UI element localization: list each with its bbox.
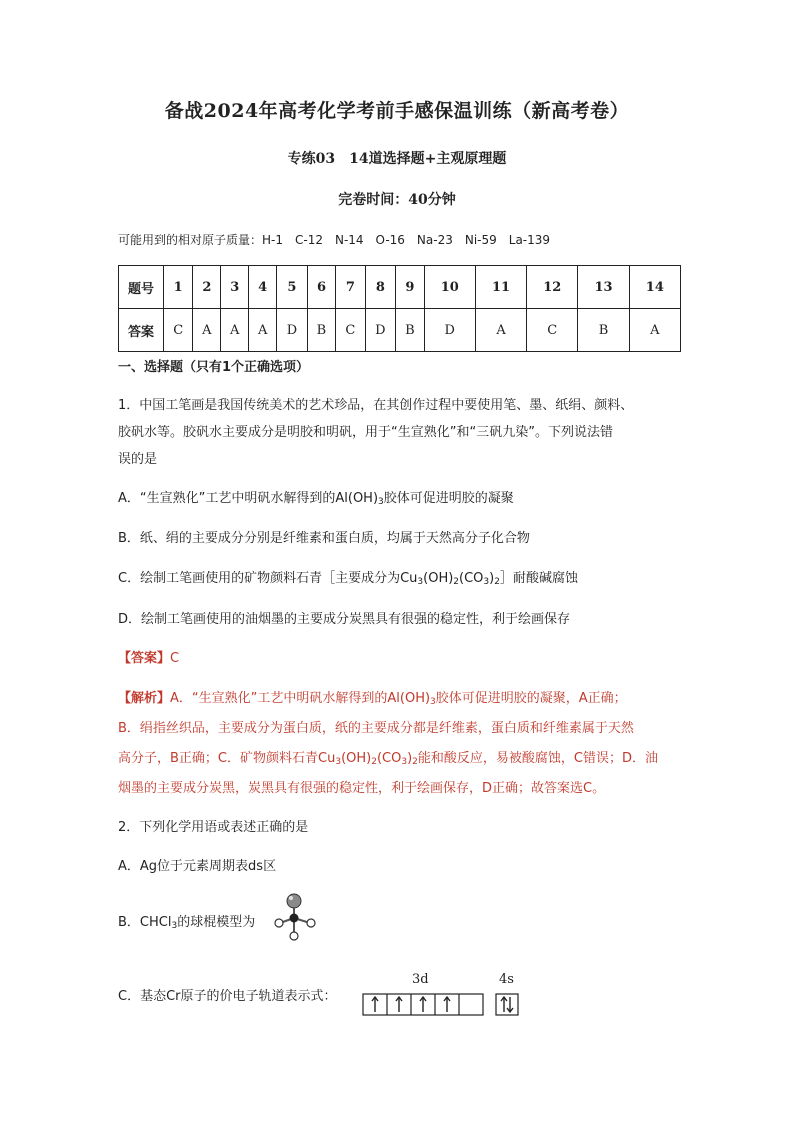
q1-option-b: B．纸、绢的主要成分分别是纤维素和蛋白质，均属于天然高分子化合物 [118,531,530,546]
time-limit: 完卷时间：40分钟 [338,192,456,208]
orbital-4s-label: 4s [499,972,514,987]
answer-table-cell: A [221,309,249,352]
q2-option-c: C．基态Cr原子的价电子轨道表示式： [118,989,337,1004]
answer-table-cell: D [365,309,396,352]
answer-table-cell: 8 [365,266,396,309]
q2-stem: 2．下列化学用语或表述正确的是 [118,820,309,835]
q2-option-b: B．CHCl$_3$的球棍模型为 [118,915,256,931]
answer-table-cell: B [396,309,424,352]
answer-table-row-answers [119,309,681,352]
q1-analysis-line4: 烟墨的主要成分炭黑，炭黑具有很强的稳定性，利于绘画保存，D正确；故答案选C。 [118,781,606,796]
section-heading: 一、选择题（只有1个正确选项） [118,360,310,375]
answer-table-cell: 9 [396,266,424,309]
answer-table-row-numbers [119,266,681,309]
page-title: 备战2024年高考化学考前手感保温训练（新高考卷） [164,100,630,122]
answer-table-cell: A [249,309,277,352]
q1-stem-line1: 1．中国工笔画是我国传统美术的艺术珍品，在其创作过程中要使用笔、墨、纸绢、颜料、 [118,398,634,413]
answer-table-cell: C [336,309,365,352]
answer-table-cell: 10 [424,266,475,309]
answer-table-cell: A [193,309,221,352]
q1-analysis-line3: 高分子，B正确；C．矿物颜料石青$Cu_3(OH)_2(CO_3)_2$能和酸反应，易被酸腐蚀，C错误；D．油 [118,751,658,767]
answer-table [118,265,681,352]
answer-table-header-answer: 答案 [119,309,164,352]
q1-option-a: A．“生宣熟化”工艺中明矾水解得到的$Al(OH)_3$胶体可促进明胶的凝聚 [118,491,514,507]
q1-analysis-line1: 【解析】A．“生宣熟化”工艺中明矾水解得到的$Al(OH)_3$胶体可促进明胶的凝聚，A正确； [118,691,627,707]
orbital-boxes-icon [362,993,522,1017]
answer-table-cell: D [424,309,475,352]
answer-table-cell: 13 [578,266,629,309]
q1-stem-line3: 误的是 [118,452,158,467]
answer-table-cell: 12 [527,266,578,309]
answer-table-cell: 2 [193,266,221,309]
atomic-masses: 可能用到的相对原子质量：H-1 C-12 N-14 O-16 Na-23 Ni-59 La-139 [118,233,551,247]
q1-option-c: C．绘制工笔画使用的矿物颜料石青［主要成分为$Cu_3(OH)_2(CO_3)_2]$耐酸碱腐蚀 [118,571,578,587]
answer-table-cell: B [307,309,335,352]
orbital-diagram [362,972,522,1018]
answer-table-cell: 3 [221,266,249,309]
answer-table-cell: 7 [336,266,365,309]
answer-table-cell: 11 [475,266,526,309]
answer-table-cell: 5 [277,266,308,309]
answer-table-cell: 1 [164,266,193,309]
q1-answer: 【答案】C [118,651,180,666]
answer-table-cell: B [578,309,629,352]
answer-table-cell: C [527,309,578,352]
answer-table-cell: 4 [249,266,277,309]
q1-stem-line2: 胶矾水等。胶矾水主要成分是明胶和明矾，用于“生宣熟化”和“三矾九染”。下列说法错 [118,425,613,440]
answer-table-cell: C [164,309,193,352]
answer-table-cell: A [629,309,680,352]
answer-table-cell: A [475,309,526,352]
q1-analysis-line2: B．绢指丝织品，主要成分为蛋白质，纸的主要成分都是纤维素，蛋白质和纤维素属于天然 [118,721,634,736]
answer-table-cell: D [277,309,308,352]
answer-table-header-number: 题号 [119,266,164,309]
q2-option-a: A．Ag位于元素周期表ds区 [118,859,277,874]
q1-option-d: D．绘制工笔画使用的油烟墨的主要成分炭黑具有很强的稳定性，利于绘画保存 [118,612,571,627]
page-subtitle: 专练03 14道选择题+主观原理题 [287,151,507,167]
answer-table-cell: 14 [629,266,680,309]
ball-stick-model-icon [272,891,320,943]
answer-table-cell: 6 [307,266,335,309]
orbital-3d-label: 3d [412,972,429,987]
